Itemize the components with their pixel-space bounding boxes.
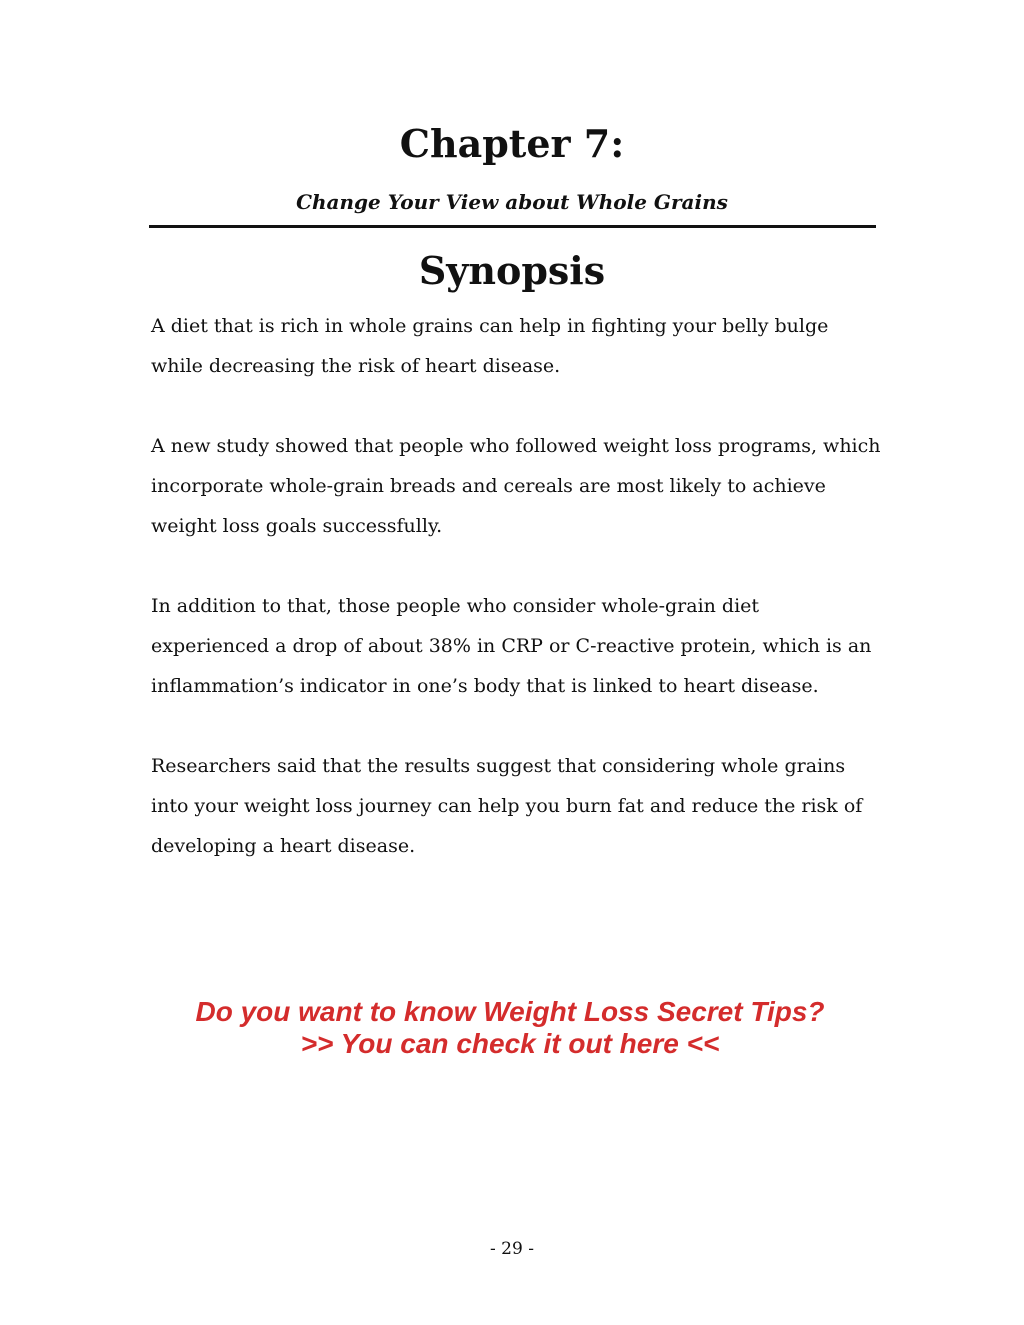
chapter-subtitle: Change Your View about Whole Grains	[296, 190, 728, 214]
header-divider	[149, 225, 876, 228]
cta-line-link[interactable]: >> You can check it out here <<	[300, 1028, 720, 1059]
chapter-title: Chapter 7:	[399, 121, 625, 166]
paragraph: Researchers said that the results suggest that considering whole grains into your weight loss journey can help you burn fat and reduce the risk of developing a heart disease.	[151, 755, 863, 857]
paragraph: A new study showed that people who followed weight loss programs, which incorporate whole-grain breads and cereals are most likely to achieve weight loss goals successfully.	[151, 435, 881, 537]
page-number: - 29 -	[490, 1239, 534, 1259]
section-title: Synopsis	[418, 248, 606, 293]
paragraph: In addition to that, those people who consider whole-grain diet experienced a drop of about 38% in CRP or C-reactive protein, which is an inflammation’s indicator in one’s body that is linked to heart disease.	[151, 595, 872, 697]
paragraph: A diet that is rich in whole grains can help in fighting your belly bulge while decreasing the risk of heart disease.	[151, 315, 829, 377]
body-text	[151, 306, 881, 906]
cta-link[interactable]	[140, 996, 880, 1060]
cta-line-question[interactable]: Do you want to know Weight Loss Secret Tips?	[195, 996, 825, 1027]
